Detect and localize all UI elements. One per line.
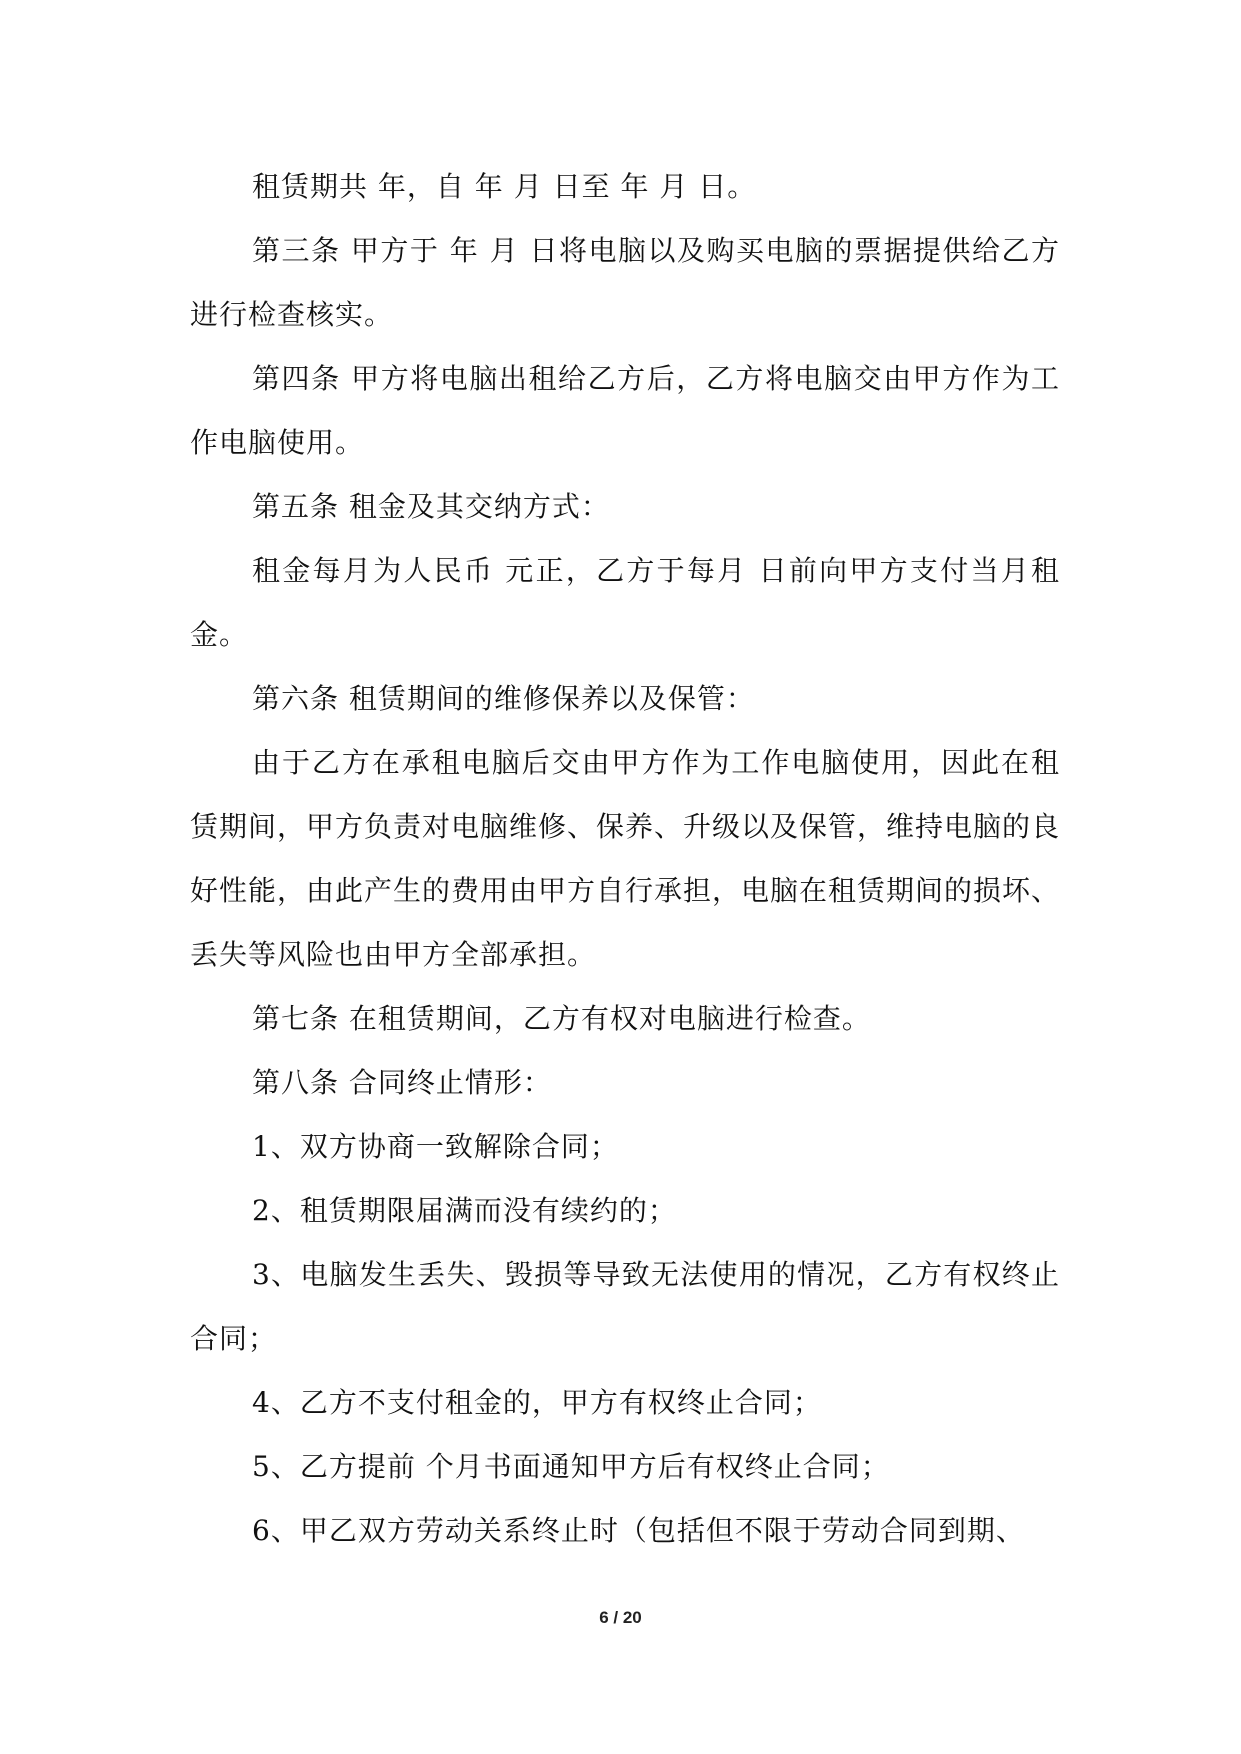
article-6-heading: 第六条 租赁期间的维修保养以及保管： (252, 682, 755, 715)
termination-item-6: 6、甲乙双方劳动关系终止时（包括但不限于劳动合同到期、 (252, 1514, 1025, 1547)
termination-item-2: 2、租赁期限届满而没有续约的； (252, 1194, 677, 1227)
article-5-heading: 第五条 租金及其交纳方式： (252, 490, 610, 523)
termination-item-4: 4、乙方不支付租金的，甲方有权终止合同； (252, 1386, 822, 1419)
maintenance-paragraph: 由于乙方在承租电脑后交由甲方作为工作电脑使用，因此在租赁期间，甲方负责对电脑维修、保养、升级以及保管，维持电脑的良好性能，由此产生的费用由甲方自行承担，电脑在租赁期间的损坏、丢失等风险也由甲方全部承担。 (190, 746, 1061, 971)
article-4-paragraph: 第四条 甲方将电脑出租给乙方后，乙方将电脑交由甲方作为工作电脑使用。 (190, 362, 1060, 459)
document-body (190, 155, 1060, 1563)
termination-item-5: 5、乙方提前 个月书面通知甲方后有权终止合同； (252, 1450, 890, 1483)
article-3-paragraph: 第三条 甲方于 年 月 日将电脑以及购买电脑的票据提供给乙方进行检查核实。 (190, 234, 1060, 331)
article-7-paragraph: 第七条 在租赁期间，乙方有权对电脑进行检查。 (252, 1002, 871, 1035)
article-8-heading: 第八条 合同终止情形： (252, 1066, 552, 1099)
termination-item-1: 1、双方协商一致解除合同； (252, 1130, 619, 1163)
page-number: 6 / 20 (599, 1608, 642, 1627)
rent-payment-paragraph: 租金每月为人民币 元正，乙方于每月 日前向甲方支付当月租金。 (190, 554, 1060, 651)
termination-item-3: 3、电脑发生丢失、毁损等导致无法使用的情况，乙方有权终止合同； (190, 1258, 1060, 1355)
lease-term-paragraph: 租赁期共 年，自 年 月 日至 年 月 日。 (252, 170, 757, 203)
